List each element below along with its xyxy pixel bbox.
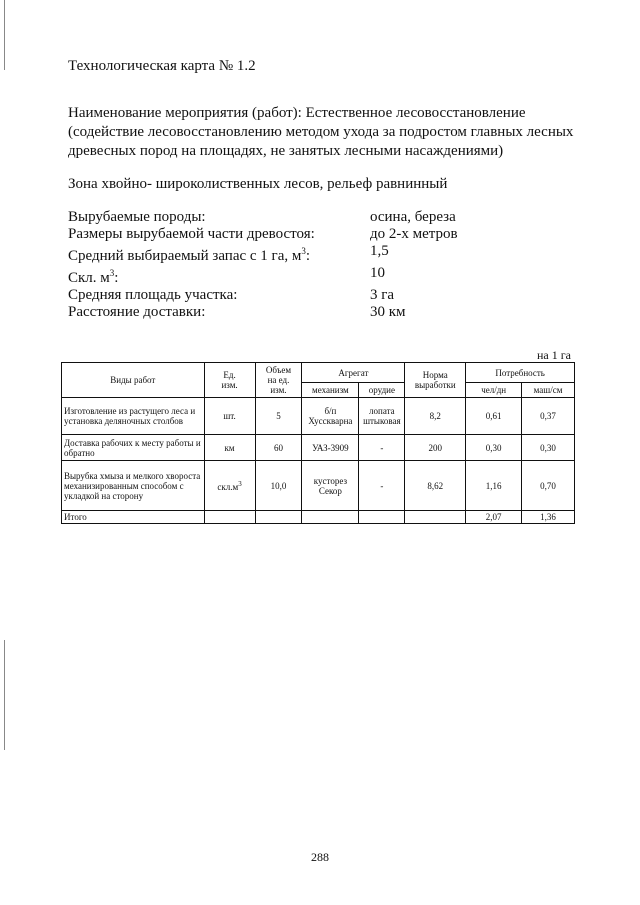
cell-norm: 8,2 <box>405 398 466 435</box>
cell-unit: км <box>204 435 255 461</box>
cell-total-machine-shifts: 1,36 <box>522 511 575 524</box>
param-area <box>68 287 458 304</box>
param-distance <box>68 304 458 321</box>
param-label: Скл. $м^3$: <box>68 268 119 286</box>
header-aggregate: Агрегат <box>302 363 405 383</box>
param-value: 1,5 <box>370 243 389 259</box>
param-value: 10 <box>370 265 385 281</box>
page-title: Технологическая карта № 1.2 <box>68 58 256 74</box>
cell-total-person-days: 2,07 <box>466 511 522 524</box>
scan-edge-bottom <box>4 640 5 750</box>
cell-volume: 10,0 <box>255 461 302 511</box>
table-row <box>62 398 575 435</box>
cell-person-days: 0,30 <box>466 435 522 461</box>
table-unit-note: на 1 га <box>537 348 571 362</box>
header-person-days: чел/дн <box>466 383 522 398</box>
table-row <box>62 435 575 461</box>
cell-norm: 8,62 <box>405 461 466 511</box>
param-label: Вырубаемые породы: <box>68 209 206 225</box>
cell-empty <box>405 511 466 524</box>
header-volume: Объем на ед. изм. <box>255 363 302 398</box>
header-mechanism: механизм <box>302 383 359 398</box>
scan-edge-top <box>4 0 5 70</box>
cell-volume: 5 <box>255 398 302 435</box>
cell-person-days: 0,61 <box>466 398 522 435</box>
page-number: 288 <box>311 850 329 864</box>
header-work-types: Виды работ <box>62 363 205 398</box>
table-header-row <box>62 363 575 383</box>
cell-mechanism: б/п Хусскварна <box>302 398 359 435</box>
cell-tool: лопата штыковая <box>359 398 405 435</box>
cell-volume: 60 <box>255 435 302 461</box>
cell-empty <box>204 511 255 524</box>
param-label: Средний выбираемый запас с 1 га, $м^3$: <box>68 246 311 264</box>
cell-mechanism: кусторез Секор <box>302 461 359 511</box>
cell-person-days: 1,16 <box>466 461 522 511</box>
cell-tool: - <box>359 435 405 461</box>
param-label: Средняя площадь участка: <box>68 287 238 303</box>
param-value: до 2-х метров <box>370 226 458 242</box>
cell-work-name: Доставка рабочих к месту работы и обратно <box>62 435 205 461</box>
cell-machine-shifts: 0,37 <box>522 398 575 435</box>
cell-mechanism: УАЗ-3909 <box>302 435 359 461</box>
cell-unit: шт. <box>204 398 255 435</box>
cell-work-name: Изготовление из растущего леса и установка деляночных столбов <box>62 398 205 435</box>
cell-work-name: Вырубка хмыза и мелкого хвороста механизированным способом с укладкой на сторону <box>62 461 205 511</box>
header-need: Потребность <box>466 363 575 383</box>
activity-line-3: древесных пород на площадях, не занятых лесными насаждениями) <box>68 143 504 159</box>
zone-description: Зона хвойно- широколиственных лесов, рельеф равнинный <box>68 176 448 192</box>
param-species <box>68 209 458 226</box>
header-unit: Ед. изм. <box>204 363 255 398</box>
cell-tool: - <box>359 461 405 511</box>
param-skl <box>68 265 458 287</box>
header-machine-shifts: маш/см <box>522 383 575 398</box>
work-table <box>61 362 575 524</box>
cell-total-label: Итого <box>62 511 205 524</box>
header-norm: Норма выработки <box>405 363 466 398</box>
param-label: Расстояние доставки: <box>68 304 206 320</box>
param-size <box>68 226 458 243</box>
table-total-row <box>62 511 575 524</box>
param-label: Размеры вырубаемой части древостоя: <box>68 226 315 242</box>
parameters-list <box>68 209 458 321</box>
param-value: осина, береза <box>370 209 456 225</box>
header-tool: орудие <box>359 383 405 398</box>
cell-empty <box>255 511 302 524</box>
cell-unit: $скл.м^3$ <box>204 461 255 511</box>
table-row <box>62 461 575 511</box>
cell-machine-shifts: 0,70 <box>522 461 575 511</box>
param-value: 3 га <box>370 287 395 303</box>
cell-empty <box>359 511 405 524</box>
cell-empty <box>302 511 359 524</box>
cell-machine-shifts: 0,30 <box>522 435 575 461</box>
param-stock <box>68 243 458 265</box>
cell-norm: 200 <box>405 435 466 461</box>
activity-description <box>68 104 608 161</box>
param-value: 30 км <box>370 304 406 320</box>
activity-line-1: Наименование мероприятия (работ): Естественное лесовосстановление <box>68 105 526 121</box>
activity-line-2: (содействие лесовосстановлению методом ухода за подростом главных лесных <box>68 124 574 140</box>
